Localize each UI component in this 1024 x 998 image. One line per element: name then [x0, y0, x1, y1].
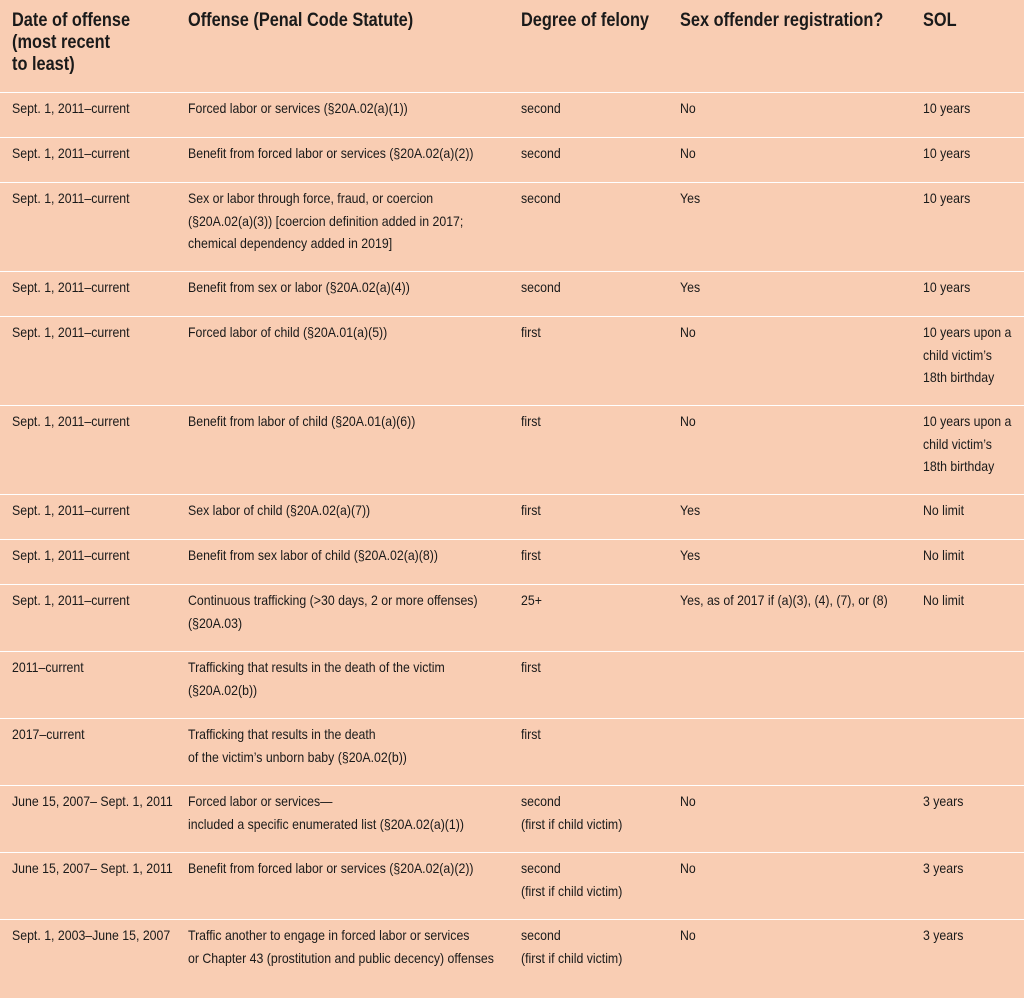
header-sex-offender-registration: Sex offender registration?: [680, 10, 884, 31]
degree-cell: first: [521, 726, 541, 742]
date-cell: Sept. 1, 2011–current: [12, 592, 130, 608]
sol-cell: 10 years: [923, 279, 971, 295]
table-row: [0, 539, 1024, 585]
date-cell: 2011–current: [12, 659, 84, 675]
registration-cell: No: [680, 324, 696, 340]
table-row: [0, 405, 1024, 495]
degree-cell: first: [521, 547, 541, 563]
table-row: [0, 584, 1024, 652]
sol-cell: 10 years: [923, 100, 971, 116]
degree-cell: second (first if child victim): [521, 793, 623, 832]
offense-cell: Benefit from forced labor or services (§20A.02(a)(2)): [188, 145, 474, 161]
offense-cell: Sex or labor through force, fraud, or coercion (§20A.02(a)(3)) [coercion definition added in 2017; chemical dependency added in 2019]: [188, 190, 464, 251]
table-row: [0, 718, 1024, 786]
registration-cell: No: [680, 793, 696, 809]
date-cell: Sept. 1, 2011–current: [12, 279, 130, 295]
sol-cell: 10 years: [923, 190, 971, 206]
degree-cell: first: [521, 659, 541, 675]
table-row: [0, 852, 1024, 920]
date-cell: Sept. 1, 2011–current: [12, 502, 130, 518]
sol-cell: 10 years upon a child victim’s 18th birthday: [923, 324, 1012, 385]
registration-cell: No: [680, 413, 696, 429]
degree-cell: second: [521, 100, 561, 116]
header-sol: SOL: [923, 10, 957, 31]
degree-cell: second: [521, 145, 561, 161]
offense-cell: Forced labor of child (§20A.01(a)(5)): [188, 324, 388, 340]
offense-cell: Forced labor or services— included a specific enumerated list (§20A.02(a)(1)): [188, 793, 464, 832]
offense-cell: Trafficking that results in the death of the victim (§20A.02(b)): [188, 659, 445, 698]
registration-cell: No: [680, 145, 696, 161]
date-cell: 2017–current: [12, 726, 85, 742]
header-date-of-offense: Date of offense (most recent to least): [12, 10, 131, 75]
offense-cell: Trafficking that results in the death of the victim’s unborn baby (§20A.02(b)): [188, 726, 407, 765]
registration-cell: Yes, as of 2017 if (a)(3), (4), (7), or (8): [680, 592, 888, 608]
date-cell: Sept. 1, 2011–current: [12, 324, 130, 340]
date-cell: June 15, 2007– Sept. 1, 2011: [12, 860, 173, 876]
sol-cell: 3 years: [923, 793, 964, 809]
offense-cell: Benefit from sex labor of child (§20A.02(a)(8)): [188, 547, 438, 563]
date-cell: Sept. 1, 2011–current: [12, 190, 130, 206]
registration-cell: Yes: [680, 190, 701, 206]
table-row: [0, 316, 1024, 406]
degree-cell: second (first if child victim): [521, 860, 623, 899]
sol-cell: No limit: [923, 547, 965, 563]
sol-cell: No limit: [923, 502, 965, 518]
offense-cell: Continuous trafficking (>30 days, 2 or more offenses) (§20A.03): [188, 592, 478, 631]
sol-cell: 3 years: [923, 860, 964, 876]
date-cell: Sept. 1, 2011–current: [12, 145, 130, 161]
degree-cell: first: [521, 324, 541, 340]
table-row: [0, 919, 1024, 990]
degree-cell: first: [521, 413, 541, 429]
offense-cell: Sex labor of child (§20A.02(a)(7)): [188, 502, 371, 518]
registration-cell: Yes: [680, 279, 701, 295]
degree-cell: first: [521, 502, 541, 518]
date-cell: Sept. 1, 2011–current: [12, 100, 130, 116]
degree-cell: 25+: [521, 592, 542, 608]
degree-cell: second: [521, 279, 561, 295]
degree-cell: second (first if child victim): [521, 927, 623, 966]
registration-cell: No: [680, 100, 696, 116]
table-row: [0, 651, 1024, 719]
offense-cell: Benefit from forced labor or services (§20A.02(a)(2)): [188, 860, 474, 876]
table-row: [0, 137, 1024, 183]
sol-cell: No limit: [923, 592, 965, 608]
table-row: [0, 92, 1024, 138]
date-cell: Sept. 1, 2011–current: [12, 413, 130, 429]
date-cell: Sept. 1, 2003–June 15, 2007: [12, 927, 171, 943]
date-cell: June 15, 2007– Sept. 1, 2011: [12, 793, 173, 809]
registration-cell: No: [680, 860, 696, 876]
registration-cell: Yes: [680, 502, 701, 518]
table-row: [0, 494, 1024, 540]
degree-cell: second: [521, 190, 561, 206]
table-row: [0, 271, 1024, 317]
table-header: [0, 10, 1024, 90]
sol-cell: 10 years upon a child victim’s 18th birthday: [923, 413, 1012, 474]
date-cell: Sept. 1, 2011–current: [12, 547, 130, 563]
sol-cell: 10 years: [923, 145, 971, 161]
header-offense: Offense (Penal Code Statute): [188, 10, 414, 31]
table-row: [0, 785, 1024, 853]
registration-cell: Yes: [680, 547, 701, 563]
registration-cell: No: [680, 927, 696, 943]
offense-cell: Benefit from sex or labor (§20A.02(a)(4)): [188, 279, 410, 295]
table-row: [0, 182, 1024, 272]
sol-cell: 3 years: [923, 927, 964, 943]
offense-cell: Benefit from labor of child (§20A.01(a)(6)): [188, 413, 416, 429]
offense-cell: Traffic another to engage in forced labor or services or Chapter 43 (prostitution and public decency) offenses: [188, 927, 494, 966]
offense-cell: Forced labor or services (§20A.02(a)(1)): [188, 100, 408, 116]
header-degree-of-felony: Degree of felony: [521, 10, 650, 31]
